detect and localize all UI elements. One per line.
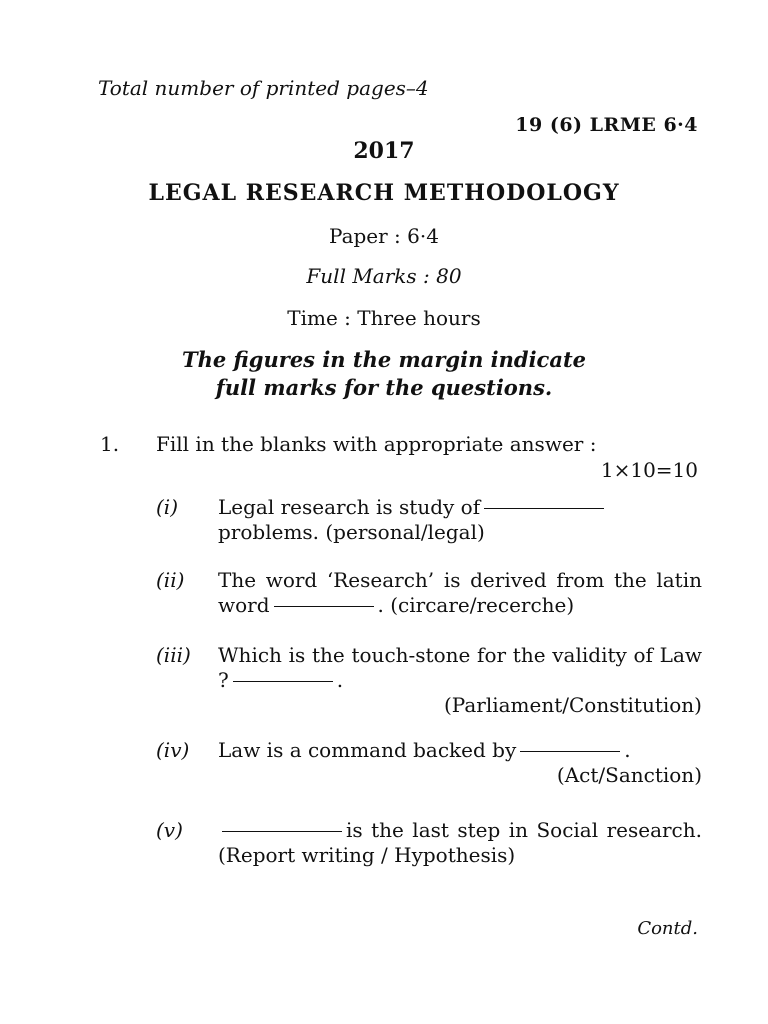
sub-question-number: (v) (156, 818, 183, 842)
instruction-line-2: full marks for the questions. (215, 375, 553, 400)
sub-question-v (156, 818, 702, 868)
sub-question-ii (156, 568, 702, 618)
instruction-note (0, 346, 768, 402)
question-number: 1. (100, 432, 120, 456)
instruction-line-1: The figures in the margin indicate (181, 347, 587, 372)
answer-blank (222, 831, 342, 832)
paper-code: 19 (6) LRME 6·4 (515, 114, 698, 136)
sub-question-options: (Act/Sanction) (556, 763, 702, 787)
sub-question-iii (156, 643, 702, 718)
sub-question-number: (i) (156, 495, 179, 519)
sub-question-text: Law is a command backed by (218, 738, 517, 762)
sub-question-number: (iv) (156, 738, 190, 762)
subject-title: LEGAL RESEARCH METHODOLOGY (148, 180, 620, 206)
sub-question-text: Legal research is study of (218, 495, 481, 519)
sub-question-text: The word ‘Research’ is derived from the latin word (218, 568, 702, 617)
sub-question-end: . (624, 738, 631, 762)
answer-blank (274, 606, 374, 607)
sub-question-number: (iii) (156, 643, 191, 667)
question-marks: 1×10=10 (600, 458, 698, 482)
sub-question-text: Which is the touch-stone for the validity of Law ? (218, 643, 702, 692)
answer-blank (484, 508, 604, 509)
question-stem: Fill in the blanks with appropriate answer : (156, 432, 597, 456)
continued-note: Contd. (637, 918, 698, 939)
sub-question-i (156, 495, 702, 545)
printed-pages-note: Total number of printed pages–4 (98, 76, 429, 100)
answer-blank (520, 751, 620, 752)
sub-question-options: . (circare/recerche) (377, 593, 575, 617)
sub-question-text-line2: problems. (personal/legal) (218, 520, 485, 544)
answer-blank (233, 681, 333, 682)
sub-question-iv (156, 738, 702, 788)
sub-question-end: . (336, 668, 344, 692)
sub-question-options: (Parliament/Constitution) (443, 693, 702, 717)
sub-question-text: is the last step in Social research. (Report writing / Hypothesis) (218, 818, 702, 867)
paper-number: Paper : 6·4 (329, 224, 439, 248)
sub-question-number: (ii) (156, 568, 185, 592)
exam-year: 2017 (353, 138, 415, 164)
exam-time: Time : Three hours (287, 306, 481, 330)
full-marks: Full Marks : 80 (306, 264, 462, 288)
